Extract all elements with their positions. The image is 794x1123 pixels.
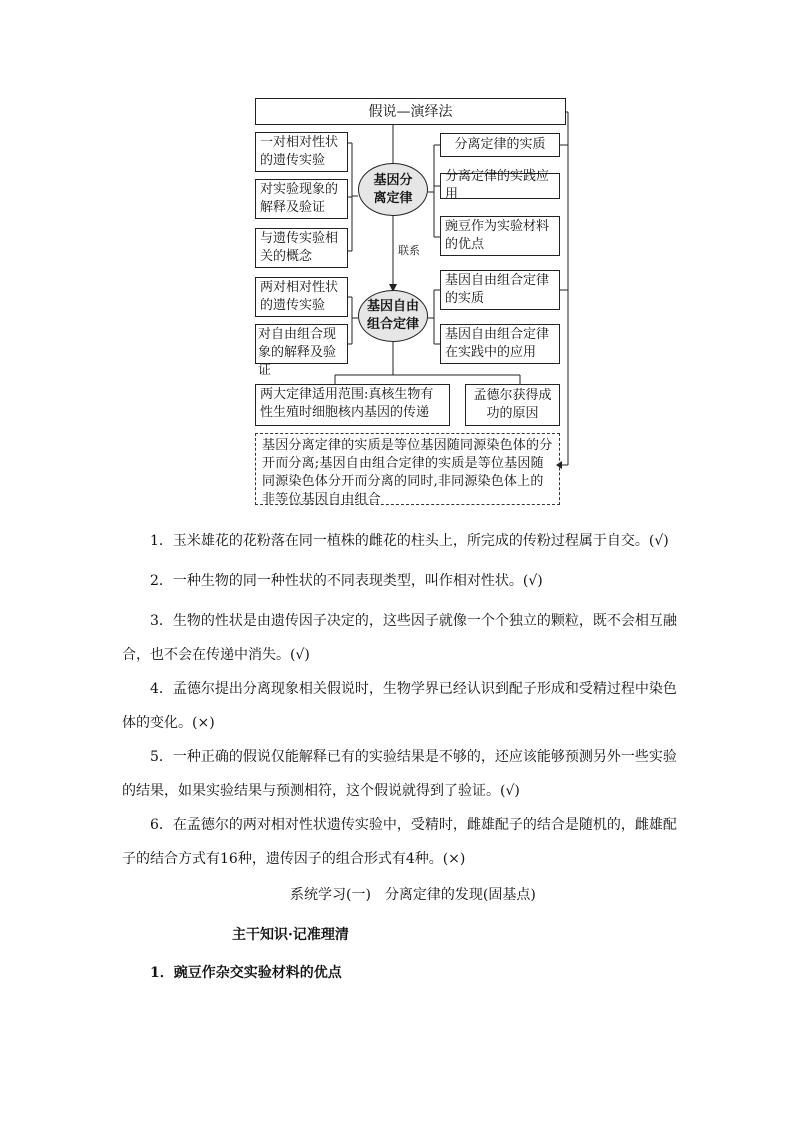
left-upper-label-1: 一对相对性状的遗传实验 xyxy=(260,135,339,168)
right-lower-box-1 xyxy=(440,270,560,310)
success-reason-label: 孟德尔获得成功的原因 xyxy=(473,388,552,421)
segregation-law-ellipse xyxy=(358,163,428,216)
subheading: 主干知识·记准理清 xyxy=(232,927,349,943)
left-lower-box-2 xyxy=(255,324,348,378)
scope-label: 两大定律适用范围:真核生物有性生殖时细胞核内基因的传递 xyxy=(260,387,434,420)
top-method-label: 假说—演绎法 xyxy=(368,103,453,120)
right-upper-box-1 xyxy=(440,133,560,157)
right-upper-label-1: 分离定律的实质 xyxy=(454,137,546,152)
left-upper-label-2: 对实验现象的解释及验证 xyxy=(260,182,339,215)
statement-3: 3．生物的性状是由遗传因子决定的，这些因子就像一个个独立的颗粒，既不会相互融合，也不会在传递中消失。(√) xyxy=(122,613,677,663)
statement-1: 1．玉米雄花的花粉落在同一植株的雌花的柱头上，所完成的传粉过程属于自交。(√) xyxy=(150,533,669,549)
right-upper-label-3: 豌豆作为实验材料的优点 xyxy=(445,219,550,252)
independent-assortment-ellipse xyxy=(358,290,428,342)
left-upper-label-3: 与遗传实验相关的概念 xyxy=(260,231,339,264)
right-lower-box-2 xyxy=(440,324,560,364)
left-lower-label-2: 对自由组合现象的解释及验证 xyxy=(258,327,337,378)
top-method-box xyxy=(255,98,566,125)
right-lower-label-2: 基因自由组合定律在实践中的应用 xyxy=(445,327,550,360)
success-reason-box xyxy=(465,384,560,426)
left-lower-box-1 xyxy=(255,277,348,317)
item-heading: 1．豌豆作杂交实验材料的优点 xyxy=(150,965,342,981)
right-lower-label-1: 基因自由组合定律的实质 xyxy=(445,273,550,306)
left-lower-label-1: 两对相对性状的遗传实验 xyxy=(260,280,339,313)
statement-2: 2．一种生物的同一种性状的不同表现类型，叫作相对性状。(√) xyxy=(150,573,543,589)
statement-6: 6．在孟德尔的两对相对性状遗传实验中，受精时，雌雄配子的结合是随机的，雌雄配子的结合方式有16种，遗传因子的组合形式有4种。(×) xyxy=(122,817,677,867)
scope-box xyxy=(255,384,450,426)
summary-text: 基因分离定律的实质是等位基因随同源染色体的分开而分离;基因自由组合定律的实质是等位基因随同源染色体分开而分离的同时,非同源染色体上的非等位基因自由组合 xyxy=(262,438,553,507)
independent-assortment-label: 基因自由组合定律 xyxy=(366,299,419,332)
left-upper-box-2 xyxy=(255,179,348,219)
right-upper-box-2 xyxy=(440,169,560,202)
right-upper-label-2: 分离定律的实践应用 xyxy=(445,169,550,202)
left-upper-box-1 xyxy=(255,132,348,172)
right-upper-box-3 xyxy=(440,216,560,256)
left-upper-box-3 xyxy=(255,228,348,268)
summary-dashed-box xyxy=(255,433,560,505)
section-title: 系统学习(一) 分离定律的发现(固基点) xyxy=(290,887,536,903)
link-label: 联系 xyxy=(398,244,420,257)
segregation-law-label: 基因分离定律 xyxy=(373,172,413,206)
statement-4: 4．孟德尔提出分离现象相关假说时，生物学界已经认识到配子形成和受精过程中染色体的变化。(×) xyxy=(122,681,677,731)
statement-5: 5．一种正确的假说仅能解释已有的实验结果是不够的，还应该能够预测另外一些实验的结果，如果实验结果与预测相符，这个假说就得到了验证。(√) xyxy=(122,749,677,799)
